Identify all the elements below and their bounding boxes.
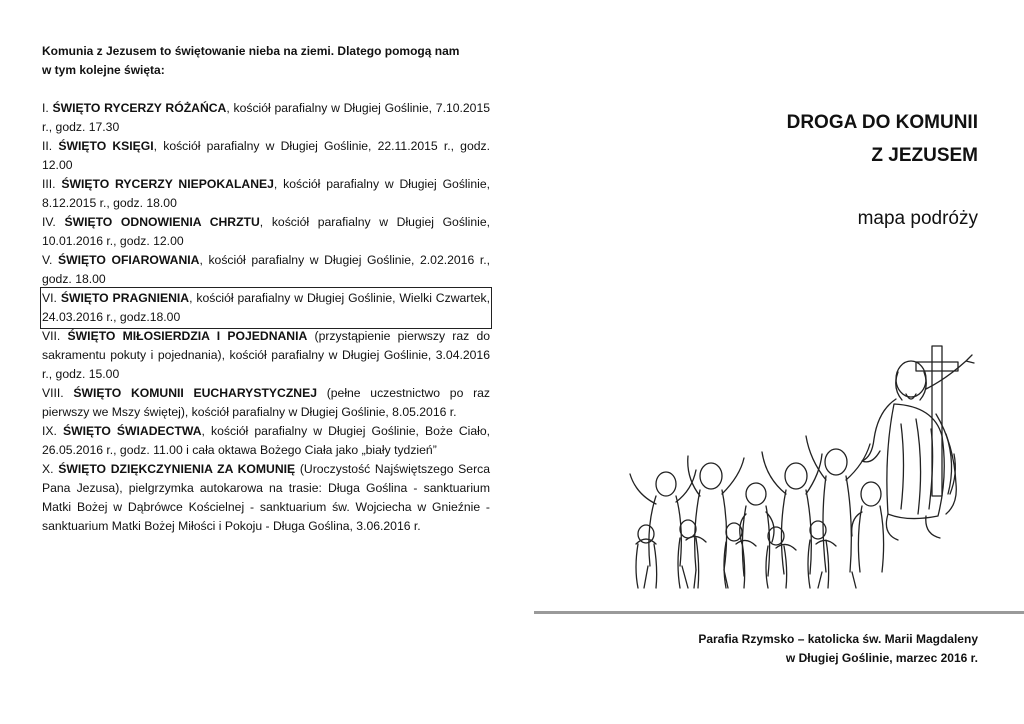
feast-item bbox=[42, 99, 490, 137]
divider-rule bbox=[534, 611, 1024, 614]
feast-name: ŚWIĘTO RYCERZY NIEPOKALANEJ bbox=[61, 177, 274, 191]
jesus-with-children-illustration bbox=[626, 344, 976, 592]
footer-line1: Parafia Rzymsko – katolicka św. Marii Magdaleny bbox=[698, 632, 978, 646]
cover-subtitle: mapa podróży bbox=[857, 208, 978, 229]
feast-item bbox=[42, 251, 490, 289]
feast-number: VI. bbox=[42, 291, 57, 305]
feast-item bbox=[42, 213, 490, 251]
feast-details: , kościół parafialny w Długiej Goślinie, 10.01.2016 r., godz. 12.00 bbox=[42, 215, 490, 248]
feast-name: ŚWIĘTO DZIĘKCZYNIENIA ZA KOMUNIĘ bbox=[58, 462, 296, 476]
feast-item-highlighted bbox=[42, 289, 490, 327]
feast-item bbox=[42, 137, 490, 175]
footer-line2: w Długiej Goślinie, marzec 2016 r. bbox=[785, 651, 978, 665]
feast-name: ŚWIĘTO MIŁOSIERDZIA I POJEDNANIA bbox=[67, 329, 308, 343]
feast-details: , kościół parafialny w Długiej Goślinie, 8.12.2015 r., godz. 18.00 bbox=[42, 177, 490, 210]
feast-name: ŚWIĘTO ODNOWIENIA CHRZTU bbox=[64, 215, 260, 229]
cover-title-line2: Z JEZUSEM bbox=[871, 145, 978, 166]
feast-number: X. bbox=[42, 462, 54, 476]
children-group bbox=[630, 436, 884, 588]
feast-name: ŚWIĘTO KOMUNII EUCHARYSTYCZNEJ bbox=[73, 386, 317, 400]
feast-details: (Uroczystość Najświętszego Serca Pana Jezusa), pielgrzymka autokarowa na trasie: Długa Goślina - sanktuarium Matki Bożej w Dąbrówce Kościelnej - sanktuarium św. Wojciecha w Gnieźnie - sanktuarium Matki Bożej Miłości i Pokoju - Długa Goślina, 3.06.2016 r. bbox=[42, 462, 490, 533]
intro-text: Komunia z Jezusem to świętowanie nieba na ziemi. Dlatego pomogą nam w tym kolejne święta: bbox=[42, 44, 460, 77]
feast-number: IV. bbox=[42, 215, 56, 229]
feast-name: ŚWIĘTO PRAGNIENIA bbox=[60, 291, 190, 305]
jesus-figure bbox=[862, 355, 974, 540]
feast-details: , kościół parafialny w Długiej Goślinie, Wielki Czwartek, 24.03.2016 r., godz.18.00 bbox=[42, 291, 490, 324]
feast-item bbox=[42, 327, 490, 384]
feast-details: , kościół parafialny w Długiej Goślinie, 7.10.2015 r., godz. 17.30 bbox=[42, 101, 491, 134]
feast-number: III. bbox=[42, 177, 56, 191]
feast-list-panel bbox=[42, 42, 490, 536]
feast-number: V. bbox=[42, 253, 53, 267]
feast-details: (przystąpienie pierwszy raz do sakramentu pokuty i pojednania), kościół parafialny w Długiej Goślinie, 3.04.2016 r., godz. 15.00 bbox=[42, 329, 490, 381]
cover-title-line1: DROGA DO KOMUNII bbox=[786, 112, 978, 133]
feast-item bbox=[42, 460, 490, 536]
feast-number: II. bbox=[42, 139, 53, 153]
parish-footer bbox=[698, 630, 978, 668]
feast-details: , kościół parafialny w Długiej Goślinie, Boże Ciało, 26.05.2016 r., godz. 11.00 i cała oktawa Bożego Ciała jako „biały tydzień” bbox=[42, 424, 490, 457]
feast-details: (pełne uczestnictwo po raz pierwszy we Mszy świętej), kościół parafialny w Długiej Goślinie, 8.05.2016 r. bbox=[42, 386, 490, 419]
feast-number: VIII. bbox=[42, 386, 64, 400]
feast-item bbox=[42, 384, 490, 422]
feast-name: ŚWIĘTO ŚWIADECTWA bbox=[62, 424, 202, 438]
feast-item bbox=[42, 422, 490, 460]
feast-number: IX. bbox=[42, 424, 57, 438]
feast-name: ŚWIĘTO KSIĘGI bbox=[58, 139, 154, 153]
feast-item bbox=[42, 175, 490, 213]
feast-details: , kościół parafialny w Długiej Goślinie, 2.02.2016 r., godz. 18.00 bbox=[42, 253, 490, 286]
feast-number: VII. bbox=[42, 329, 61, 343]
cover-title bbox=[787, 106, 978, 172]
feast-details: , kościół parafialny w Długiej Goślinie, 22.11.2015 r., godz. 12.00 bbox=[42, 139, 490, 172]
feast-name: ŚWIĘTO OFIAROWANIA bbox=[58, 253, 200, 267]
feast-number: I. bbox=[42, 101, 49, 115]
feast-name: ŚWIĘTO RYCERZY RÓŻAŃCA bbox=[52, 101, 227, 115]
